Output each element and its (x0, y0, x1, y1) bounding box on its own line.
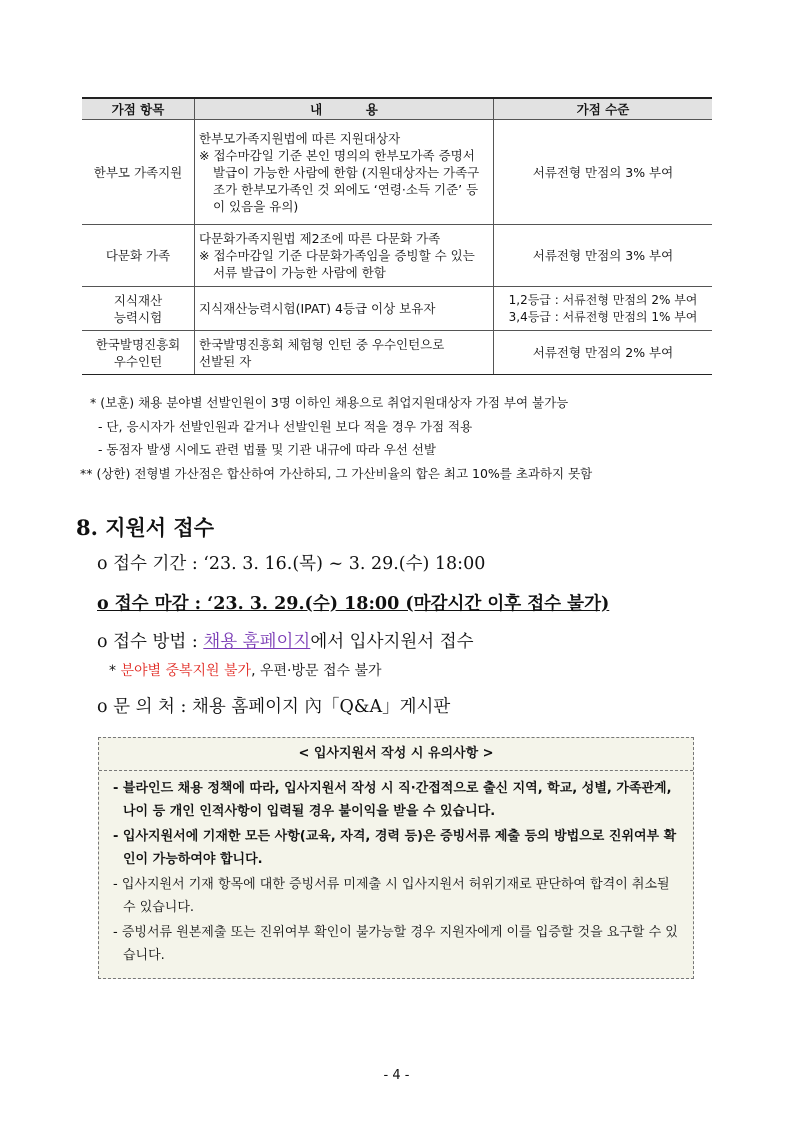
level-line: 1,2등급 : 서류전형 만점의 2% 부여 (508, 292, 698, 307)
list-item: - 입사지원서에 기재한 모든 사항(교육, 자격, 경력 등)은 증빙서류 제출 등의 방법으로 진위여부 확인이 가능하여야 합니다. (113, 829, 677, 867)
method-prefix: o 접수 방법 : (97, 632, 204, 652)
row-level-kipa-intern: 서류전형 만점의 2% 부여 (494, 331, 713, 375)
application-method (97, 628, 474, 653)
row-item-ip-exam (82, 287, 195, 331)
bonus-points-table (82, 97, 712, 375)
notice-list (99, 771, 693, 967)
item-line: 우수인턴 (113, 353, 163, 369)
item-line: 한국발명진흥회 (95, 336, 181, 352)
method-note (109, 660, 382, 680)
row-level-ip-exam (494, 287, 713, 331)
list-item: - 블라인드 채용 정책에 따라, 입사지원서 작성 시 직·간접적으로 출신 지역, 학교, 성별, 가족관계, 나이 등 개인 인적사항이 입력될 경우 불이익을 받을 수 있습니다. (113, 781, 672, 819)
section-title: 8. 지원서 접수 (76, 515, 214, 540)
method-suffix: 에서 입사지원서 접수 (310, 632, 474, 652)
page-number: - 4 - (383, 1068, 410, 1083)
table-row (82, 331, 712, 375)
row-content-single-parent (195, 120, 494, 225)
content-line: 한부모가족지원법에 따른 지원대상자 (199, 130, 401, 146)
item-line: 지식재산 (113, 292, 163, 308)
list-item: - 입사지원서 기재 항목에 대한 증빙서류 미제출 시 입사지원서 허위기재로 판단하여 합격이 취소될 수 있습니다. (113, 877, 670, 915)
row-content-multicultural (195, 225, 494, 287)
table-footnotes (80, 391, 720, 485)
content-line: 다문화가족지원법 제2조에 따른 다문화 가족 (199, 231, 441, 246)
application-deadline: o 접수 마감 : ‘23. 3. 29.(수) 18:00 (마감시간 이후 접수 불가) (97, 594, 610, 614)
row-content-ip-exam: 지식재산능력시험(IPAT) 4등급 이상 보유자 (195, 287, 494, 331)
column-header-content: 내 용 (195, 98, 494, 120)
footnote: - 단, 응시자가 선발인원과 같거나 선발인원 보다 적을 경우 가점 적용 (90, 418, 473, 434)
item-line: 능력시험 (113, 309, 163, 325)
content-line: 선발된 자 (199, 353, 252, 369)
row-level-multicultural: 서류전형 만점의 3% 부여 (494, 225, 713, 287)
table-header-row (82, 98, 712, 120)
list-item: - 증빙서류 원본제출 또는 진위여부 확인이 불가능할 경우 지원자에게 이를 입증할 것을 요구할 수 있습니다. (113, 925, 678, 963)
note-star: * (109, 663, 121, 679)
recruit-homepage-link[interactable]: 채용 홈페이지 (203, 632, 311, 652)
row-level-single-parent: 서류전형 만점의 3% 부여 (494, 120, 713, 225)
row-content-kipa-intern (195, 331, 494, 375)
table-row (82, 225, 712, 287)
notice-title: < 입사지원서 작성 시 유의사항 > (99, 738, 693, 771)
content-line: 한국발명진흥회 체험형 인턴 중 우수인턴으로 (199, 336, 445, 352)
notice-box (98, 737, 694, 979)
row-item-multicultural: 다문화 가족 (82, 225, 195, 287)
footnote: - 동점자 발생 시에도 관련 법률 및 기관 내규에 따라 우선 선발 (90, 442, 436, 457)
table-row (82, 120, 712, 225)
application-period: o 접수 기간 : ‘23. 3. 16.(목) ~ 3. 29.(수) 18:00 (97, 554, 486, 574)
note-rest: , 우편·방문 접수 불가 (251, 663, 382, 679)
footnote: ** (상한) 전형별 가산점은 합산하여 가산하되, 그 가산비율의 합은 최고 10%를 초과하지 못함 (80, 465, 593, 481)
content-note: ※ 접수마감일 기준 본인 명의의 한부모가족 증명서 발급이 가능한 사람에 한함 (지원대상자는 가족구조가 한부모가족인 것 외에도 ‘연령·소득 기준’ 등이 있음을 유의) (199, 147, 480, 214)
level-line: 3,4등급 : 서류전형 만점의 1% 부여 (508, 309, 698, 324)
table-row (82, 287, 712, 331)
row-item-kipa-intern (82, 331, 195, 375)
column-header-item: 가점 항목 (82, 98, 195, 120)
row-item-single-parent: 한부모 가족지원 (82, 120, 195, 225)
footnote: * (보훈) 채용 분야별 선발인원이 3명 이하인 채용으로 취업지원대상자 가점 부여 불가능 (90, 395, 569, 410)
no-duplicate-warning: 분야별 중복지원 불가 (120, 663, 252, 679)
column-header-level: 가점 수준 (494, 98, 713, 120)
contact-info: o 문 의 처 : 채용 홈페이지 內「Q&A」게시판 (97, 697, 451, 717)
content-note: ※ 접수마감일 기준 다문화가족임을 증빙할 수 있는 서류 발급이 가능한 사람에 한함 (199, 248, 475, 280)
